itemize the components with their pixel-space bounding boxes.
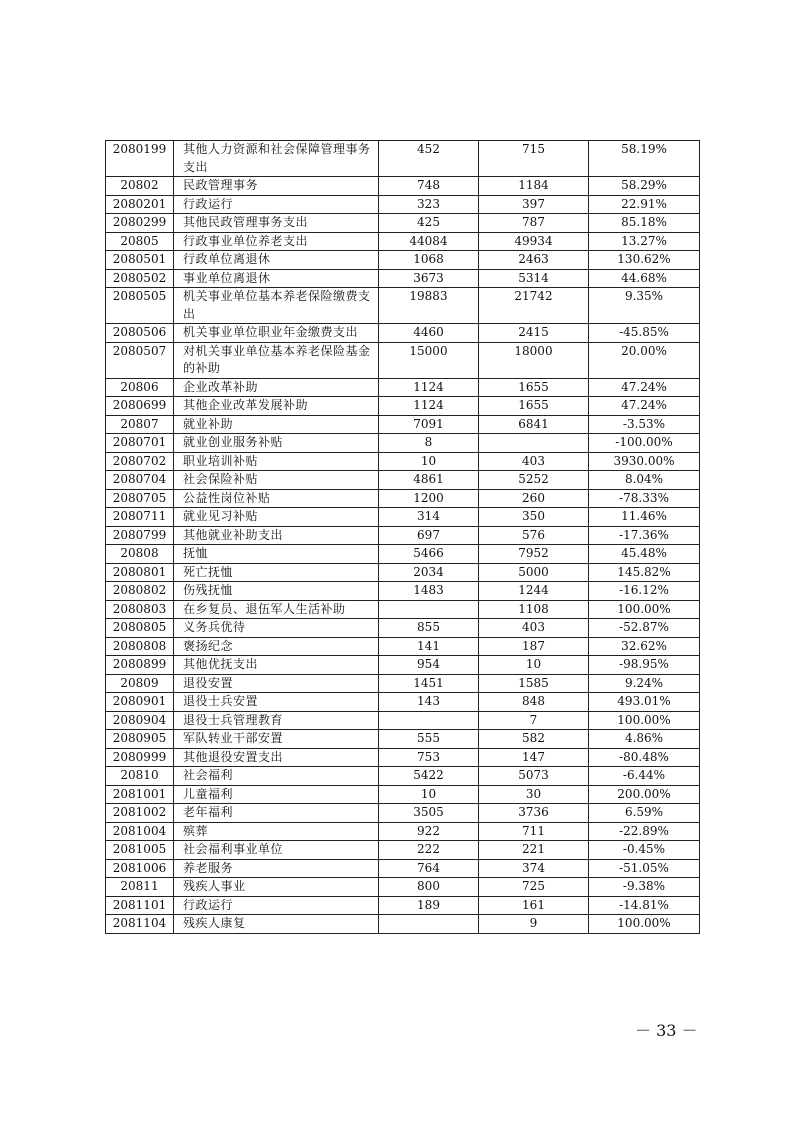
table-row bbox=[106, 822, 700, 841]
cell-change-percent: 32.62% bbox=[589, 637, 700, 656]
cell-code: 2080699 bbox=[106, 397, 174, 416]
cell-value-prior bbox=[379, 915, 479, 934]
cell-value-current: 2463 bbox=[479, 251, 589, 270]
table-row bbox=[106, 195, 700, 214]
cell-value-current: 6841 bbox=[479, 415, 589, 434]
cell-value-prior: 222 bbox=[379, 841, 479, 860]
cell-code: 20811 bbox=[106, 878, 174, 897]
cell-value-prior: 3673 bbox=[379, 269, 479, 288]
cell-name: 社会福利 bbox=[174, 767, 379, 786]
cell-code: 2080904 bbox=[106, 711, 174, 730]
cell-code: 2081005 bbox=[106, 841, 174, 860]
cell-name: 机关事业单位职业年金缴费支出 bbox=[174, 324, 379, 343]
cell-value-current: 582 bbox=[479, 730, 589, 749]
cell-change-percent: 4.86% bbox=[589, 730, 700, 749]
cell-code: 2080803 bbox=[106, 600, 174, 619]
table-row bbox=[106, 177, 700, 196]
cell-code: 2081004 bbox=[106, 822, 174, 841]
cell-name: 其他就业补助支出 bbox=[174, 526, 379, 545]
table-row bbox=[106, 489, 700, 508]
cell-name: 退役士兵安置 bbox=[174, 693, 379, 712]
cell-value-prior bbox=[379, 711, 479, 730]
cell-change-percent: 45.48% bbox=[589, 545, 700, 564]
cell-name: 老年福利 bbox=[174, 804, 379, 823]
cell-value-prior: 954 bbox=[379, 656, 479, 675]
cell-value-current: 49934 bbox=[479, 232, 589, 251]
cell-value-prior: 143 bbox=[379, 693, 479, 712]
cell-value-current: 9 bbox=[479, 915, 589, 934]
cell-change-percent: 47.24% bbox=[589, 378, 700, 397]
budget-table bbox=[105, 140, 700, 934]
cell-code: 2080999 bbox=[106, 748, 174, 767]
cell-value-prior: 1068 bbox=[379, 251, 479, 270]
table-row bbox=[106, 637, 700, 656]
table-row bbox=[106, 693, 700, 712]
table-row bbox=[106, 730, 700, 749]
cell-value-prior: 1124 bbox=[379, 378, 479, 397]
cell-change-percent: 493.01% bbox=[589, 693, 700, 712]
cell-value-current: 374 bbox=[479, 859, 589, 878]
cell-code: 2080702 bbox=[106, 452, 174, 471]
cell-value-current: 1244 bbox=[479, 582, 589, 601]
table-row bbox=[106, 767, 700, 786]
cell-code: 2080899 bbox=[106, 656, 174, 675]
cell-value-prior: 4861 bbox=[379, 471, 479, 490]
cell-change-percent: 145.82% bbox=[589, 563, 700, 582]
table-row bbox=[106, 711, 700, 730]
table-row bbox=[106, 582, 700, 601]
cell-code: 2081002 bbox=[106, 804, 174, 823]
cell-name: 其他民政管理事务支出 bbox=[174, 214, 379, 233]
cell-change-percent: 100.00% bbox=[589, 600, 700, 619]
cell-code: 2080711 bbox=[106, 508, 174, 527]
cell-value-prior: 764 bbox=[379, 859, 479, 878]
cell-name: 社会保险补贴 bbox=[174, 471, 379, 490]
cell-name: 其他优抚支出 bbox=[174, 656, 379, 675]
cell-name: 义务兵优待 bbox=[174, 619, 379, 638]
cell-change-percent: -78.33% bbox=[589, 489, 700, 508]
table-row bbox=[106, 269, 700, 288]
cell-code: 2080802 bbox=[106, 582, 174, 601]
cell-name: 死亡抚恤 bbox=[174, 563, 379, 582]
cell-code: 2080201 bbox=[106, 195, 174, 214]
cell-value-current: 397 bbox=[479, 195, 589, 214]
cell-name: 行政事业单位养老支出 bbox=[174, 232, 379, 251]
cell-value-current: 725 bbox=[479, 878, 589, 897]
cell-value-prior: 7091 bbox=[379, 415, 479, 434]
table-row bbox=[106, 748, 700, 767]
cell-code: 2081001 bbox=[106, 785, 174, 804]
table-row bbox=[106, 434, 700, 453]
cell-value-prior: 1451 bbox=[379, 674, 479, 693]
table-row bbox=[106, 545, 700, 564]
cell-code: 20802 bbox=[106, 177, 174, 196]
cell-code: 2080505 bbox=[106, 288, 174, 324]
cell-change-percent: 8.04% bbox=[589, 471, 700, 490]
table-row bbox=[106, 471, 700, 490]
cell-value-current: 18000 bbox=[479, 342, 589, 378]
cell-value-prior: 314 bbox=[379, 508, 479, 527]
cell-code: 2080501 bbox=[106, 251, 174, 270]
cell-value-current: 5314 bbox=[479, 269, 589, 288]
cell-name: 退役士兵管理教育 bbox=[174, 711, 379, 730]
cell-change-percent: -45.85% bbox=[589, 324, 700, 343]
cell-value-prior: 15000 bbox=[379, 342, 479, 378]
cell-name: 褒扬纪念 bbox=[174, 637, 379, 656]
table-row bbox=[106, 141, 700, 177]
table-row bbox=[106, 378, 700, 397]
cell-value-prior: 10 bbox=[379, 452, 479, 471]
cell-change-percent: 9.35% bbox=[589, 288, 700, 324]
cell-name: 职业培训补贴 bbox=[174, 452, 379, 471]
cell-name: 其他人力资源和社会保障管理事务支出 bbox=[174, 141, 379, 177]
cell-value-current: 161 bbox=[479, 896, 589, 915]
cell-name: 就业见习补贴 bbox=[174, 508, 379, 527]
table-row bbox=[106, 896, 700, 915]
table-row bbox=[106, 288, 700, 324]
table-row bbox=[106, 563, 700, 582]
cell-value-current: 576 bbox=[479, 526, 589, 545]
cell-value-current: 350 bbox=[479, 508, 589, 527]
cell-code: 2080799 bbox=[106, 526, 174, 545]
cell-value-current bbox=[479, 434, 589, 453]
cell-value-current: 30 bbox=[479, 785, 589, 804]
cell-value-prior: 1483 bbox=[379, 582, 479, 601]
cell-value-prior: 323 bbox=[379, 195, 479, 214]
cell-value-current: 21742 bbox=[479, 288, 589, 324]
table-row bbox=[106, 214, 700, 233]
cell-code: 20806 bbox=[106, 378, 174, 397]
cell-value-current: 1585 bbox=[479, 674, 589, 693]
cell-code: 20807 bbox=[106, 415, 174, 434]
cell-code: 2080808 bbox=[106, 637, 174, 656]
cell-change-percent: -14.81% bbox=[589, 896, 700, 915]
cell-change-percent: -9.38% bbox=[589, 878, 700, 897]
cell-value-current: 5000 bbox=[479, 563, 589, 582]
cell-value-prior: 1124 bbox=[379, 397, 479, 416]
cell-code: 2080299 bbox=[106, 214, 174, 233]
table-row bbox=[106, 526, 700, 545]
table-row bbox=[106, 674, 700, 693]
cell-code: 2080701 bbox=[106, 434, 174, 453]
cell-name: 机关事业单位基本养老保险缴费支出 bbox=[174, 288, 379, 324]
cell-value-current: 7 bbox=[479, 711, 589, 730]
cell-name: 在乡复员、退伍军人生活补助 bbox=[174, 600, 379, 619]
cell-name: 残疾人康复 bbox=[174, 915, 379, 934]
cell-value-prior: 189 bbox=[379, 896, 479, 915]
cell-change-percent: 20.00% bbox=[589, 342, 700, 378]
cell-value-prior: 8 bbox=[379, 434, 479, 453]
cell-value-current: 403 bbox=[479, 619, 589, 638]
cell-code: 20810 bbox=[106, 767, 174, 786]
cell-value-prior: 141 bbox=[379, 637, 479, 656]
cell-code: 2080805 bbox=[106, 619, 174, 638]
cell-value-current: 403 bbox=[479, 452, 589, 471]
cell-value-current: 1655 bbox=[479, 378, 589, 397]
cell-code: 2080507 bbox=[106, 342, 174, 378]
cell-code: 2080905 bbox=[106, 730, 174, 749]
cell-change-percent: 13.27% bbox=[589, 232, 700, 251]
cell-name: 其他退役安置支出 bbox=[174, 748, 379, 767]
cell-value-current: 848 bbox=[479, 693, 589, 712]
cell-change-percent: 58.29% bbox=[589, 177, 700, 196]
table-row bbox=[106, 508, 700, 527]
cell-value-current: 7952 bbox=[479, 545, 589, 564]
cell-value-current: 5073 bbox=[479, 767, 589, 786]
cell-code: 2080705 bbox=[106, 489, 174, 508]
cell-value-current: 2415 bbox=[479, 324, 589, 343]
cell-name: 企业改革补助 bbox=[174, 378, 379, 397]
table-row bbox=[106, 397, 700, 416]
cell-value-prior: 800 bbox=[379, 878, 479, 897]
table-row bbox=[106, 785, 700, 804]
cell-change-percent: -16.12% bbox=[589, 582, 700, 601]
table-row bbox=[106, 656, 700, 675]
cell-code: 20805 bbox=[106, 232, 174, 251]
cell-name: 行政单位离退休 bbox=[174, 251, 379, 270]
cell-change-percent: 6.59% bbox=[589, 804, 700, 823]
cell-value-prior: 2034 bbox=[379, 563, 479, 582]
cell-value-prior: 855 bbox=[379, 619, 479, 638]
cell-change-percent: 3930.00% bbox=[589, 452, 700, 471]
cell-code: 2080199 bbox=[106, 141, 174, 177]
page-number: － 33 － bbox=[635, 1021, 698, 1040]
cell-name: 伤残抚恤 bbox=[174, 582, 379, 601]
cell-value-prior: 555 bbox=[379, 730, 479, 749]
cell-name: 退役安置 bbox=[174, 674, 379, 693]
table-row bbox=[106, 841, 700, 860]
cell-value-current: 1184 bbox=[479, 177, 589, 196]
table-row bbox=[106, 915, 700, 934]
cell-code: 2080901 bbox=[106, 693, 174, 712]
cell-name: 行政运行 bbox=[174, 195, 379, 214]
cell-change-percent: 200.00% bbox=[589, 785, 700, 804]
cell-change-percent: 130.62% bbox=[589, 251, 700, 270]
table-row bbox=[106, 251, 700, 270]
cell-name: 残疾人事业 bbox=[174, 878, 379, 897]
cell-value-prior: 922 bbox=[379, 822, 479, 841]
cell-change-percent: 100.00% bbox=[589, 711, 700, 730]
cell-value-current: 711 bbox=[479, 822, 589, 841]
cell-value-current: 3736 bbox=[479, 804, 589, 823]
cell-change-percent: -22.89% bbox=[589, 822, 700, 841]
cell-code: 2081101 bbox=[106, 896, 174, 915]
cell-value-prior: 748 bbox=[379, 177, 479, 196]
table-body bbox=[106, 141, 700, 934]
cell-change-percent: 11.46% bbox=[589, 508, 700, 527]
cell-name: 对机关事业单位基本养老保险基金的补助 bbox=[174, 342, 379, 378]
table-row bbox=[106, 619, 700, 638]
cell-value-current: 221 bbox=[479, 841, 589, 860]
cell-value-current: 715 bbox=[479, 141, 589, 177]
cell-name: 就业补助 bbox=[174, 415, 379, 434]
cell-change-percent: 44.68% bbox=[589, 269, 700, 288]
cell-change-percent: -17.36% bbox=[589, 526, 700, 545]
cell-change-percent: -100.00% bbox=[589, 434, 700, 453]
cell-name: 就业创业服务补贴 bbox=[174, 434, 379, 453]
cell-value-prior: 697 bbox=[379, 526, 479, 545]
cell-change-percent: 47.24% bbox=[589, 397, 700, 416]
cell-name: 养老服务 bbox=[174, 859, 379, 878]
cell-change-percent: -3.53% bbox=[589, 415, 700, 434]
cell-code: 2081006 bbox=[106, 859, 174, 878]
cell-name: 公益性岗位补贴 bbox=[174, 489, 379, 508]
cell-value-current: 147 bbox=[479, 748, 589, 767]
cell-value-prior: 753 bbox=[379, 748, 479, 767]
cell-change-percent: 22.91% bbox=[589, 195, 700, 214]
cell-code: 2080502 bbox=[106, 269, 174, 288]
cell-change-percent: -98.95% bbox=[589, 656, 700, 675]
cell-value-prior: 4460 bbox=[379, 324, 479, 343]
cell-name: 民政管理事务 bbox=[174, 177, 379, 196]
cell-name: 行政运行 bbox=[174, 896, 379, 915]
cell-change-percent: -80.48% bbox=[589, 748, 700, 767]
cell-name: 事业单位离退休 bbox=[174, 269, 379, 288]
table-row bbox=[106, 342, 700, 378]
cell-name: 军队转业干部安置 bbox=[174, 730, 379, 749]
cell-code: 2080704 bbox=[106, 471, 174, 490]
cell-value-prior bbox=[379, 600, 479, 619]
table-row bbox=[106, 415, 700, 434]
cell-value-current: 787 bbox=[479, 214, 589, 233]
cell-value-current: 1108 bbox=[479, 600, 589, 619]
cell-value-prior: 1200 bbox=[379, 489, 479, 508]
cell-value-prior: 10 bbox=[379, 785, 479, 804]
cell-code: 2080506 bbox=[106, 324, 174, 343]
cell-change-percent: -6.44% bbox=[589, 767, 700, 786]
cell-change-percent: 9.24% bbox=[589, 674, 700, 693]
cell-value-prior: 452 bbox=[379, 141, 479, 177]
cell-value-prior: 44084 bbox=[379, 232, 479, 251]
table-row bbox=[106, 452, 700, 471]
cell-change-percent: 100.00% bbox=[589, 915, 700, 934]
cell-change-percent: -51.05% bbox=[589, 859, 700, 878]
cell-code: 2081104 bbox=[106, 915, 174, 934]
cell-change-percent: -52.87% bbox=[589, 619, 700, 638]
cell-value-prior: 5466 bbox=[379, 545, 479, 564]
table-row bbox=[106, 324, 700, 343]
cell-value-current: 260 bbox=[479, 489, 589, 508]
cell-name: 其他企业改革发展补助 bbox=[174, 397, 379, 416]
cell-code: 20809 bbox=[106, 674, 174, 693]
cell-change-percent: 58.19% bbox=[589, 141, 700, 177]
cell-value-prior: 19883 bbox=[379, 288, 479, 324]
cell-change-percent: 85.18% bbox=[589, 214, 700, 233]
cell-code: 20808 bbox=[106, 545, 174, 564]
table-row bbox=[106, 859, 700, 878]
cell-value-prior: 5422 bbox=[379, 767, 479, 786]
cell-name: 抚恤 bbox=[174, 545, 379, 564]
cell-value-current: 5252 bbox=[479, 471, 589, 490]
table-row bbox=[106, 878, 700, 897]
table-row bbox=[106, 232, 700, 251]
cell-name: 社会福利事业单位 bbox=[174, 841, 379, 860]
cell-change-percent: -0.45% bbox=[589, 841, 700, 860]
cell-name: 殡葬 bbox=[174, 822, 379, 841]
cell-value-current: 10 bbox=[479, 656, 589, 675]
table-row bbox=[106, 804, 700, 823]
cell-name: 儿童福利 bbox=[174, 785, 379, 804]
cell-value-prior: 3505 bbox=[379, 804, 479, 823]
cell-code: 2080801 bbox=[106, 563, 174, 582]
cell-value-current: 187 bbox=[479, 637, 589, 656]
table-row bbox=[106, 600, 700, 619]
cell-value-prior: 425 bbox=[379, 214, 479, 233]
cell-value-current: 1655 bbox=[479, 397, 589, 416]
